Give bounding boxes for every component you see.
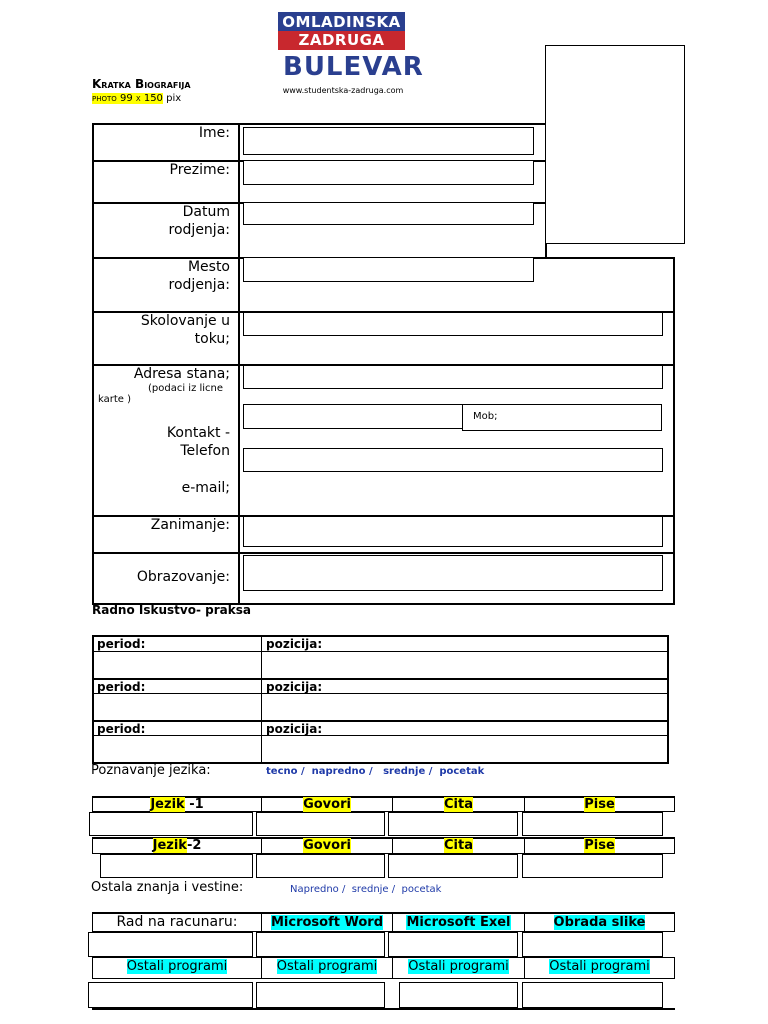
label-datum-line1: Datum [182,204,230,220]
lang2-pise-header [524,837,675,854]
level-srednje: srednje / [383,766,433,777]
lang1-pise-header [524,796,675,812]
exel-label: Microsoft Exel [406,915,511,930]
ostali-label-1: Ostali programi [126,959,228,974]
label-mesto-line2: rodjenja: [168,277,230,293]
photo-unit: pix [166,93,182,104]
mesto-field[interactable] [243,257,534,282]
exel-field[interactable] [388,932,518,957]
lang1-cita-header [392,796,525,812]
ostali-header-2 [261,957,393,979]
period-field-3[interactable] [92,735,262,764]
level-pocetak: pocetak [439,766,485,777]
logo [278,12,405,50]
email-field[interactable] [243,448,663,472]
period-label-1: period: [92,636,262,652]
lang1-pise: Pise [584,797,615,812]
rad-na-racunaru-header: Rad na racunaru: [92,912,262,932]
pozicija-label-3: pozicija: [261,720,669,736]
datum-field[interactable] [243,202,534,225]
skill-level-pocetak: pocetak [401,884,442,895]
pozicija-field-3[interactable] [261,735,669,764]
page-title: Kratka Biografija [92,77,191,91]
skill-level-srednje: srednje / [351,884,396,895]
ostali-field-1[interactable] [88,982,253,1008]
slike-header [524,912,675,932]
bottom-border [92,1008,675,1010]
lang1-govori-header [261,796,393,812]
lang2-cita-field[interactable] [388,854,518,878]
label-mesto [94,258,230,294]
ostali-field-3[interactable] [399,982,518,1008]
obrazovanje-field[interactable] [243,555,663,591]
ime-field[interactable] [243,127,534,155]
slike-field[interactable] [522,932,663,957]
label-skolovanje-line1: Skolovanje u [140,313,230,329]
label-kontakt-line1: Kontakt - [166,425,230,441]
adresa-note-1: (podaci iz licne [148,383,224,394]
skills-title: Ostala znanja i vestine: [91,880,244,895]
label-email: e-mail; [181,480,230,496]
skill-levels [290,884,441,895]
mobile-field[interactable] [462,404,662,431]
label-skolovanje [94,312,230,348]
lang2-cita: Cita [444,838,473,853]
ostali-label-3: Ostali programi [408,959,509,974]
pozicija-label-2: pozicija: [261,678,669,694]
lang2-govori-field[interactable] [256,854,385,878]
lang1-cita: Cita [444,797,473,812]
period-label-2: period: [92,678,262,694]
label-ime: Ime: [198,125,230,141]
pozicija-label-1: pozicija: [261,636,669,652]
label-datum-line2: rodjenja: [168,222,230,238]
lang2-govori: Govori [303,838,351,853]
period-field-1[interactable] [92,651,262,679]
logo-brand: BULEVAR [283,52,424,82]
word-field[interactable] [256,932,385,957]
lang2-header [92,837,262,854]
lang2-suffix: -2 [186,838,202,853]
lang1-govori: Govori [303,797,351,812]
photo-size-label: photo 99 x 150 [92,93,163,104]
logo-line1: OMLADINSKA [282,13,401,31]
level-napredno: napredno / [311,766,373,777]
languages-title: Poznavanje jezika: [91,763,211,778]
lang1-govori-field[interactable] [256,812,385,836]
pozicija-field-2[interactable] [261,693,669,721]
period-field-2[interactable] [92,693,262,721]
ostali-label-2: Ostali programi [276,959,378,974]
experience-title: Radno Iskustvo- praksa [92,603,251,617]
lang1-word: Jezik [150,797,185,812]
lang1-cita-field[interactable] [388,812,518,836]
logo-url: www.studentska-zadruga.com [282,86,404,95]
label-skolovanje-line2: toku; [194,331,230,347]
lang1-pise-field[interactable] [522,812,663,836]
adresa-note-2: karte ) [98,394,132,405]
lang1-header [92,796,262,812]
prezime-field[interactable] [243,160,534,185]
label-zanimanje: Zanimanje: [150,517,230,533]
lang2-name-field[interactable] [100,854,253,878]
lang2-pise-field[interactable] [522,854,663,878]
lang1-suffix: -1 [184,797,204,812]
skolovanje-field[interactable] [243,312,663,336]
label-datum [94,203,230,239]
label-kontakt-line2: Telefon [180,443,230,459]
zanimanje-field[interactable] [243,516,663,547]
language-levels [266,766,484,777]
pozicija-field-1[interactable] [261,651,669,679]
telefon-field[interactable] [243,404,463,429]
period-label-3: period: [92,720,262,736]
lang1-name-field[interactable] [89,812,253,836]
logo-line2: ZADRUGA [298,31,385,49]
photo-box[interactable] [545,45,685,244]
word-header [261,912,393,932]
label-adresa: Adresa stana; [133,366,230,382]
word-label: Microsoft Word [270,915,384,930]
label-kontakt [94,424,230,460]
level-tecno: tecno / [266,766,305,777]
exel-header [392,912,525,932]
ostali-label-4: Ostali programi [549,959,650,974]
skill-level-napredno: Napredno / [290,884,346,895]
ostali-header-4 [524,957,675,979]
mobile-label: Mob; [473,411,498,422]
lang2-word: Jezik [152,838,187,853]
adresa-field[interactable] [243,365,663,389]
label-prezime: Prezime: [169,162,230,178]
ostali-field-2[interactable] [256,982,385,1008]
label-mesto-line1: Mesto [187,259,230,275]
rad-field[interactable] [88,932,253,957]
label-obrazovanje: Obrazovanje: [136,569,230,585]
ostali-header-1 [92,957,262,979]
ostali-header-3 [392,957,525,979]
photo-note [92,93,181,104]
lang2-pise: Pise [584,838,615,853]
ostali-field-4[interactable] [522,982,663,1008]
lang2-cita-header [392,837,525,854]
lang2-govori-header [261,837,393,854]
slike-label: Obrada slike [553,915,646,930]
